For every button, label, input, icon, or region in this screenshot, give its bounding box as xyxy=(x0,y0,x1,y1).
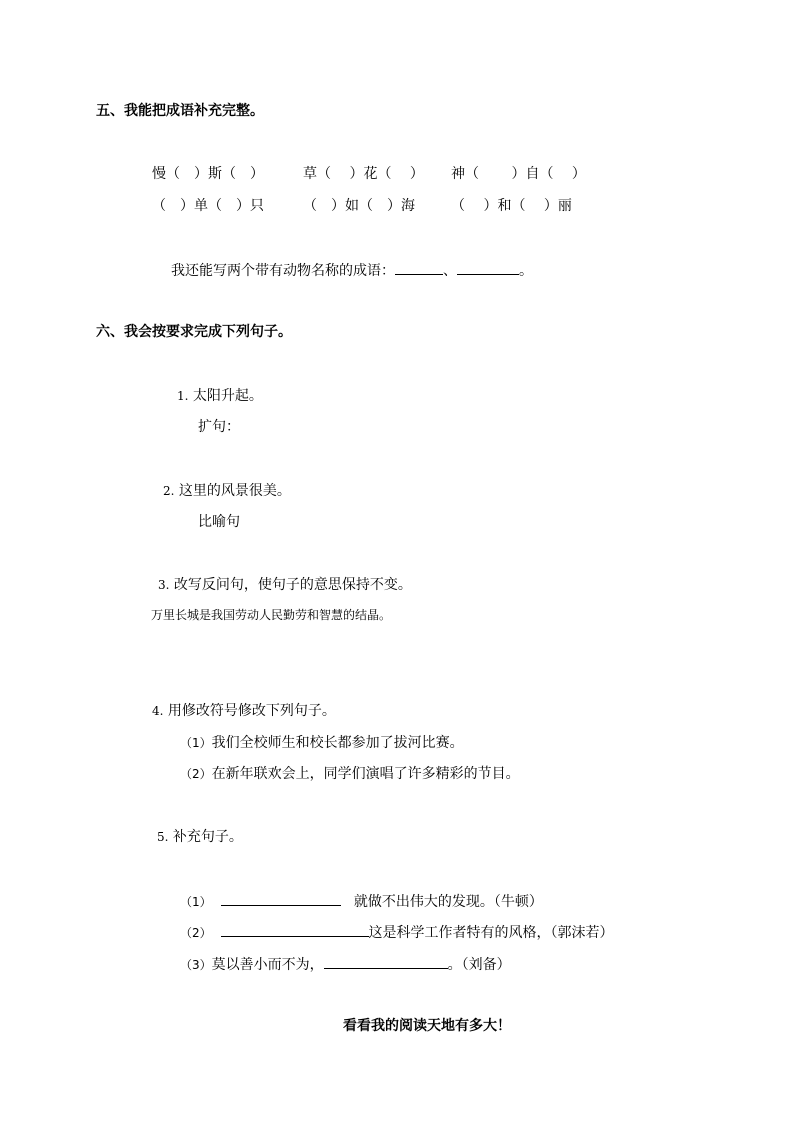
q1-line xyxy=(177,389,263,403)
q2-line xyxy=(163,484,291,498)
q4-item-1 xyxy=(180,736,464,750)
q1-text: 太阳升起。 xyxy=(192,388,263,404)
q3-text: 改写反问句，使句子的意思保持不变。 xyxy=(173,577,412,593)
q5-item-number: （2） xyxy=(180,926,212,940)
answer-blank[interactable] xyxy=(395,262,443,275)
idiom-2-1: （ ）单（ ）只 xyxy=(152,198,264,214)
q5-item-2 xyxy=(180,924,614,940)
q3-sentence: 万里长城是我国劳动人民勤劳和智慧的结晶。 xyxy=(151,608,392,622)
q5-item-tail: 就做不出伟大的发现。（牛顿） xyxy=(353,894,543,910)
q4-line xyxy=(152,704,336,718)
q3-number: 3. xyxy=(158,578,170,592)
q5-item-head: 莫以善小而不为， xyxy=(211,957,324,973)
q2-number: 2. xyxy=(163,484,175,498)
idiom-2-3: （ ）和（ ）丽 xyxy=(451,198,572,214)
q4-item-number: （1） xyxy=(180,736,212,750)
q5-line xyxy=(157,830,243,844)
q1-sub: 扩句： xyxy=(198,419,240,435)
answer-blank[interactable] xyxy=(221,924,369,937)
q3-line xyxy=(158,578,412,592)
q1-number: 1. xyxy=(177,389,189,403)
reading-section-title: 看看我的阅读天地有多大！ xyxy=(343,1018,511,1034)
q5-item-number: （1） xyxy=(180,895,212,909)
idiom-1-2: 草（ ）花（ ） xyxy=(303,166,424,182)
q4-item-2 xyxy=(180,767,520,781)
idiom-1-3: 神（ ）自（ ） xyxy=(451,166,586,182)
idiom-2-2: （ ）如（ ）海 xyxy=(303,198,415,214)
animal-idiom-separator: 、 xyxy=(443,263,457,279)
animal-idiom-end: 。 xyxy=(519,263,533,279)
animal-idiom-line xyxy=(171,262,533,278)
answer-blank[interactable] xyxy=(324,956,448,969)
q4-item-text: 我们全校师生和校长都参加了拔河比赛。 xyxy=(211,735,464,751)
answer-blank[interactable] xyxy=(221,893,341,906)
q4-number: 4. xyxy=(152,704,164,718)
q5-item-tail: 这是科学工作者特有的风格，（郭沫若） xyxy=(368,925,614,941)
section6-title: 六、我会按要求完成下列句子。 xyxy=(96,324,292,340)
q2-text: 这里的风景很美。 xyxy=(178,483,291,499)
q2-sub: 比喻句 xyxy=(198,514,240,530)
q5-item-3 xyxy=(180,956,511,972)
q5-number: 5. xyxy=(157,830,169,844)
q5-item-number: （3） xyxy=(180,958,212,972)
q4-text: 用修改符号修改下列句子。 xyxy=(167,703,336,719)
q5-item-tail: 。（刘备） xyxy=(447,957,511,973)
section5-title: 五、我能把成语补充完整。 xyxy=(96,103,264,119)
animal-idiom-prompt: 我还能写两个带有动物名称的成语： xyxy=(171,263,395,279)
q5-item-1 xyxy=(180,893,543,909)
q5-text: 补充句子。 xyxy=(172,829,243,845)
idiom-1-1: 慢（ ）斯（ ） xyxy=(152,166,264,182)
q4-item-text: 在新年联欢会上，同学们演唱了许多精彩的节目。 xyxy=(211,766,520,782)
answer-blank[interactable] xyxy=(457,262,519,275)
q4-item-number: （2） xyxy=(180,767,212,781)
